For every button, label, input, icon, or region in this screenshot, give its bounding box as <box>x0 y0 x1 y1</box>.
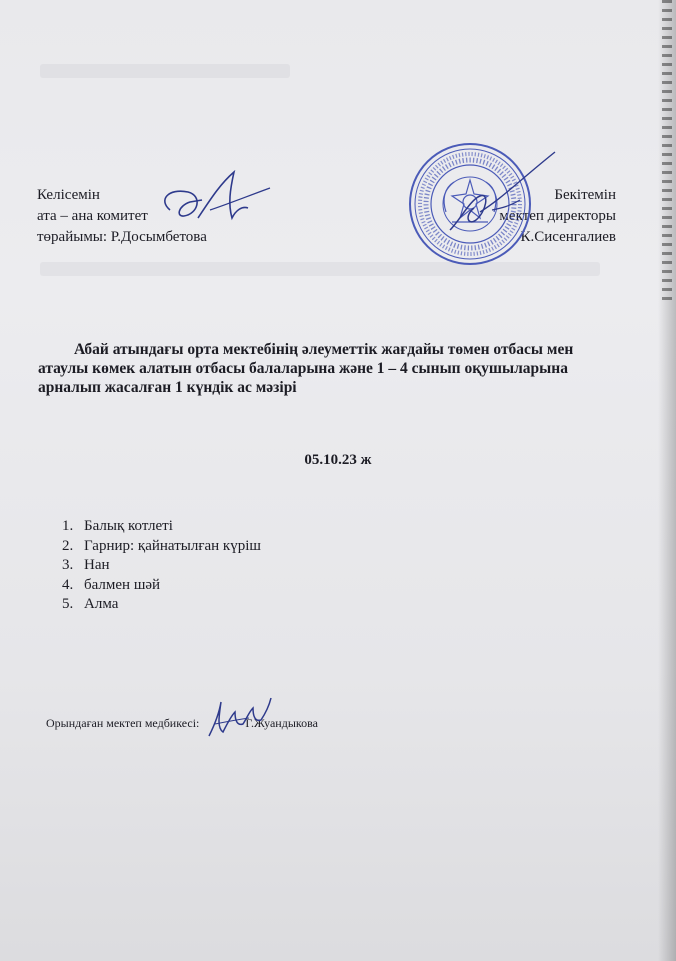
menu-item-number: 5. <box>62 596 74 612</box>
nurse-name: Г.Жуандыкова <box>245 716 318 730</box>
director-signature <box>440 150 560 240</box>
nurse-label: Орындаған мектеп медбикесі: <box>46 716 200 730</box>
approval-left-line3: төрайымы: Р.Досымбетова <box>37 229 207 245</box>
approval-left-line1: Келісемін <box>37 187 100 203</box>
menu-item-text: Балық котлеті <box>84 518 173 534</box>
menu-item-number: 1. <box>62 518 74 534</box>
approval-right-line2: мектеп директоры <box>499 208 616 224</box>
document-heading <box>38 340 628 397</box>
menu-item-text: Нан <box>84 557 110 573</box>
menu-item <box>62 556 261 576</box>
menu-item-text: Алма <box>84 596 119 612</box>
menu-item <box>62 576 261 596</box>
menu-list <box>62 517 261 615</box>
approval-left-line2: ата – ана комитет <box>37 208 148 224</box>
heading-line3: арналып жасалған 1 күндік ас мәзірі <box>38 379 297 396</box>
menu-item-number: 3. <box>62 557 74 573</box>
menu-item <box>62 595 261 615</box>
approval-right-line3: К.Сисенгалиев <box>520 229 616 245</box>
show-through-line <box>40 64 290 78</box>
menu-item-text: Гарнир: қайнатылған күріш <box>84 537 261 554</box>
heading-line2: атаулы көмек алатын отбасы балаларына және 1 – 4 сынып оқушыларына <box>38 360 568 377</box>
menu-item <box>62 537 261 557</box>
approval-right-line1: Бекітемін <box>554 187 616 203</box>
document-date: 05.10.23 ж <box>304 452 372 468</box>
heading-line1: Абай атындағы орта мектебінің әлеуметтік жағдайы төмен отбасы мен <box>74 341 574 358</box>
nurse-signature-line <box>46 716 318 731</box>
binding-edge <box>662 0 672 300</box>
menu-item-number: 2. <box>62 537 74 554</box>
menu-item-text: балмен шәй <box>84 576 161 593</box>
committee-signature <box>158 170 278 230</box>
nurse-signature <box>205 694 275 740</box>
menu-item <box>62 517 261 537</box>
menu-item-number: 4. <box>62 576 74 593</box>
